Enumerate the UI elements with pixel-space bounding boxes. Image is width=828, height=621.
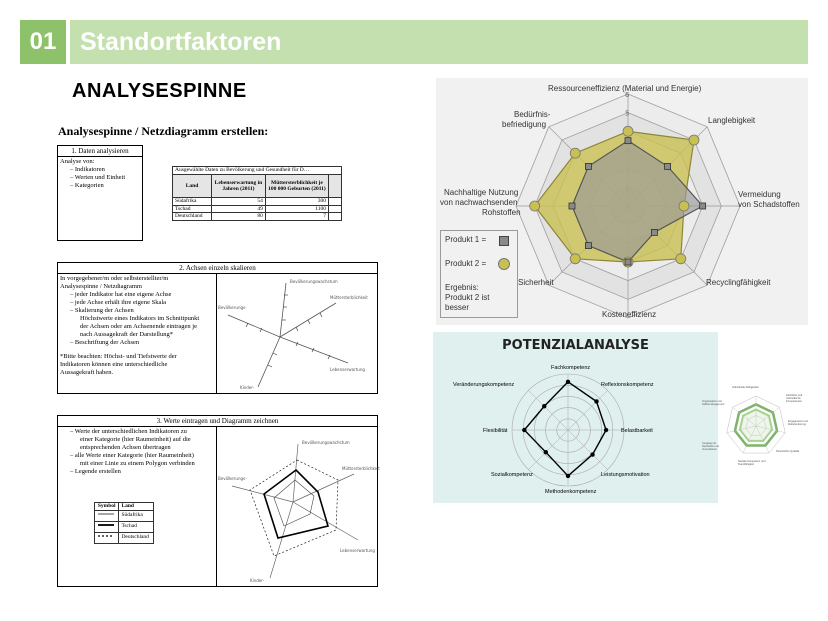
profile-point: [542, 404, 546, 408]
produkt1-point: [625, 138, 631, 144]
svg-text:Müttersterblichkeit: Müttersterblichkeit: [330, 295, 368, 300]
svg-text:Bevölkerungs-: Bevölkerungs-: [218, 305, 247, 310]
worksheet-title: Analysespinne / Netzdiagramm erstellen:: [58, 124, 269, 138]
axis-line: [568, 430, 608, 470]
step1-box: [57, 145, 143, 241]
axis-line: [528, 390, 568, 430]
step3-heading: 3. Werte eintragen und Diagramm zeichnen: [58, 416, 377, 427]
produkt1-point: [585, 243, 591, 249]
svg-text:Bevölkerungswachstum: Bevölkerungswachstum: [302, 440, 350, 445]
chapter-number: 01: [20, 20, 66, 64]
step1-item: – Werten und Einheit: [70, 174, 126, 181]
produkt2-symbol: [498, 258, 510, 270]
svg-text:Kinder-: Kinder-: [240, 385, 255, 390]
potential-axis: Methodenkompetenz: [545, 489, 597, 495]
profile-point: [594, 399, 598, 403]
table-header: Müttersterblichkeit je 100 000 Geburten (2011): [265, 175, 328, 198]
potential-axis: Belastbarkeit: [621, 428, 653, 434]
table-row: Deutschland 80 7: [173, 213, 342, 221]
step1-item: – Indikatoren: [70, 166, 105, 173]
spider-chart-panel: [436, 78, 808, 325]
table-row: Südafrika 54 300: [173, 198, 342, 206]
axis-label: Bedürfnis-: [514, 110, 551, 119]
svg-text:Lebenserwartung: Lebenserwartung: [330, 367, 365, 372]
axis-label: Vermeidung: [738, 190, 781, 199]
table-row: Tschad: [95, 521, 154, 532]
step1-intro: Analyse von:: [60, 158, 95, 165]
step3-box: 3. Werte eintragen und Diagramm zeichnen – Werte der unterschiedlichen Indikatoren zu einer Kategorie (hier Raumeinheit) auf die entsprechenden Achsen übertragen – alle Werte einer Kategorie (hier Raumeinheit) mit einer Linie zu einem Polygon verbinden – Legende erstellen Symbol Land Südafrika Tschad Deutschland Bevölkerungswachstum Müttersterblichkeit Lebenserwartung Kinder- Bevölkerungs-: [57, 415, 378, 587]
potential-title: POTENZIALANALYSE: [502, 338, 649, 353]
table-row: Tschad 49 1100: [173, 205, 342, 213]
small-radar-panel: Individuelle Fähigkeiten Fachliche und methodische Kompetenzen Engagement und Zielorientierung Persönliche Qualität Soziale Kompetenz und Teamfähigkeit Umgang mit Neuheiten und Innovationen Organisation und Selbstmanagement: [702, 386, 808, 466]
axis-label: Langlebigkeit: [708, 116, 756, 125]
data-table: [172, 174, 342, 221]
potential-axis: Reflexionskompetenz: [601, 382, 654, 388]
axis-label: Rohstoffen: [482, 208, 521, 217]
axis-label: Ressourceneffizienz (Material und Energie): [548, 84, 702, 93]
profile-point: [544, 450, 548, 454]
section-title: ANALYSESPINNE: [72, 80, 247, 102]
potential-axis: Sozialkompetenz: [491, 472, 533, 478]
step2-heading: 2. Achsen einzeln skalieren: [58, 263, 377, 274]
spider-legend: Produkt 1 = Produkt 2 = Ergebnis: Produkt 2 ist besser: [440, 230, 518, 318]
axis-line: [568, 390, 608, 430]
produkt1-symbol: [499, 236, 509, 246]
potential-axis: Fachkompetenz: [551, 365, 591, 371]
axis-label: befriedigung: [502, 120, 547, 129]
axis-line: [528, 430, 568, 470]
svg-text:Müttersterblichkeit: Müttersterblichkeit: [342, 466, 380, 471]
legend-table: Symbol Land Südafrika Tschad Deutschland: [94, 502, 154, 544]
svg-text:Bevölkerungswachstum: Bevölkerungswachstum: [290, 279, 338, 284]
filled-spider-sketch: [218, 430, 380, 586]
potential-axis: Flexibilität: [483, 428, 508, 434]
produkt2-point: [570, 254, 580, 264]
header-divider: [66, 20, 70, 64]
step2-box: 2. Achsen einzeln skalieren In vorgegebener/m oder selbsterstellter/m Analysespinne / Netzdiagramm – jeder Indikator hat eine eigene Achse – jede Achse erhält ihre eigene Skala – Skalierung der Achsen Höchstwerte eines Indikators im Schnittpunkt der Achsen oder am Achsenende eintragen je nach Aussagekraft der Darstellung* – Beschriftung der Achsen *Bitte beachten: Höchst- und Tiefstwerte der Indikatoren können eine unterschiedliche Aussagekraft haben. Bevölkerungswachstum Müttersterblichkeit Lebenserwartung Kinder- Bevölkerungs-: [57, 262, 378, 394]
potential-radar: [433, 332, 718, 503]
produkt1-point: [625, 259, 631, 265]
produkt2-point: [530, 201, 540, 211]
profile-point: [566, 474, 570, 478]
svg-text:Kinder-: Kinder-: [250, 578, 265, 583]
step1-heading: 1. Daten analysieren: [58, 146, 142, 157]
potential-axis: Veränderungskompetenz: [453, 382, 515, 388]
axis-label: Nachhaltige Nutzung: [444, 188, 519, 197]
step1-item: – Kategorien: [70, 182, 104, 189]
table-row: Südafrika: [95, 510, 154, 521]
axis-label: Kosteneffizienz: [602, 310, 657, 319]
table-row: Deutschland: [95, 532, 154, 543]
table-header: Land: [173, 175, 212, 198]
svg-text:Lebenserwartung: Lebenserwartung: [340, 548, 375, 553]
tick-label: 5: [625, 109, 630, 118]
profile-point: [590, 452, 594, 456]
produkt1-point: [585, 163, 591, 169]
produkt2-point: [570, 148, 580, 158]
profile-point: [522, 428, 526, 432]
svg-text:Bevölkerungs-: Bevölkerungs-: [218, 476, 247, 481]
produkt1-point: [665, 163, 671, 169]
produkt1-point: [700, 203, 706, 209]
data-table-caption: Ausgewählte Daten zu Bevölkerung und Gesundheit für D…: [172, 166, 342, 174]
axis-label: von Schadstoffen: [738, 200, 800, 209]
produkt2-point: [679, 201, 689, 211]
potential-panel: [433, 332, 718, 503]
chapter-title: Standortfaktoren: [80, 28, 282, 56]
profile-point: [566, 380, 570, 384]
produkt2-point: [623, 126, 633, 136]
potential-axis: Leistungsmotivation: [601, 472, 650, 478]
produkt2-point: [689, 135, 699, 145]
produkt2-point: [676, 254, 686, 264]
data-table-wrap: [172, 166, 342, 221]
table-header: Lebenserwartung in Jahren (2011): [212, 175, 266, 198]
tick-label: 6: [625, 91, 630, 99]
axis-label: von nachwachsenden: [440, 198, 518, 207]
profile-point: [604, 428, 608, 432]
axes-sketch: [218, 275, 376, 393]
produkt1-point: [651, 229, 657, 235]
axis-label: Recyclingfähigkeit: [706, 278, 771, 287]
produkt1-point: [569, 203, 575, 209]
axis-label: Sicherheit: [518, 278, 554, 287]
